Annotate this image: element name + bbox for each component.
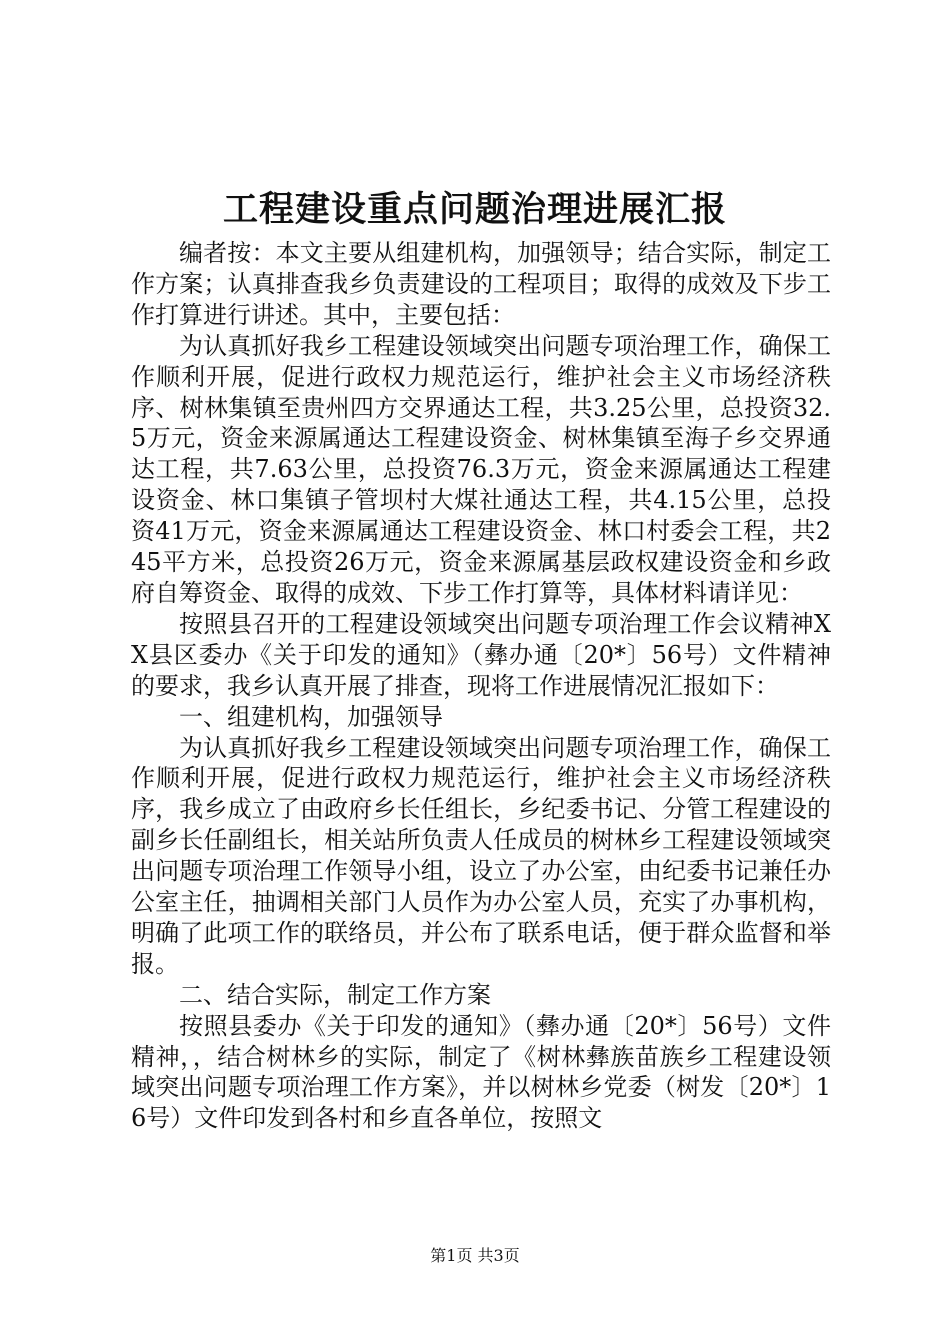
page-footer: 第1页 共3页 xyxy=(430,1246,520,1265)
section-2-paragraph: 按照县委办《关于印发的通知》（彝办通〔20*〕56号）文件精神，，结合树林乡的实际，制定了《树林彝族苗族乡工程建设领域突出问题专项治理工作方案》，并以树林乡党委（树发〔20*〕16号）文件印发到各村和乡直各单位，按照文 xyxy=(131,1011,831,1133)
intro-paragraph: 按照县召开的工程建设领域突出问题专项治理工作会议精神XX县区委办《关于印发的通知》（彝办通〔20*〕56号）文件精神的要求，我乡认真开展了排查，现将工作进展情况汇报如下： xyxy=(131,609,831,700)
summary-paragraph: 为认真抓好我乡工程建设领域突出问题专项治理工作，确保工作顺利开展，促进行政权力规范运行，维护社会主义市场经济秩序、树林集镇至贵州四方交界通达工程，共3.25公里，总投资32.5万元，资金来源属通达工程建设资金、树林集镇至海子乡交界通达工程，共7.63公里，总投资76.3万元，资金来源属通达工程建设资金、林口集镇子管坝村大煤社通达工程，共4.15公里，总投资41万元，资金来源属通达工程建设资金、林口村委会工程，共245平方米，总投资26万元，资金来源属基层政权建设资金和乡政府自筹资金、取得的成效、下步工作打算等，具体材料请详见： xyxy=(131,331,831,607)
section-heading-1: 一、组建机构，加强领导 xyxy=(179,702,443,731)
editor-note-paragraph: 编者按：本文主要从组建机构，加强领导；结合实际，制定工作方案；认真排查我乡负责建设的工程项目；取得的成效及下步工作打算进行讲述。其中，主要包括： xyxy=(131,239,831,329)
document-title: 工程建设重点问题治理进展汇报 xyxy=(222,189,727,230)
section-1-paragraph: 为认真抓好我乡工程建设领域突出问题专项治理工作，确保工作顺利开展，促进行政权力规范运行，维护社会主义市场经济秩序，我乡成立了由政府乡长任组长，乡纪委书记、分管工程建设的副乡长任副组长，相关站所负责人任成员的树林乡工程建设领域突出问题专项治理工作领导小组，设立了办公室，由纪委书记兼任办公室主任，抽调相关部门人员作为办公室人员，充实了办事机构，明确了此项工作的联络员，并公布了联系电话，便于群众监督和举报。 xyxy=(131,733,831,978)
section-heading-2: 二、结合实际，制定工作方案 xyxy=(179,980,491,1009)
document-body xyxy=(131,238,831,1134)
